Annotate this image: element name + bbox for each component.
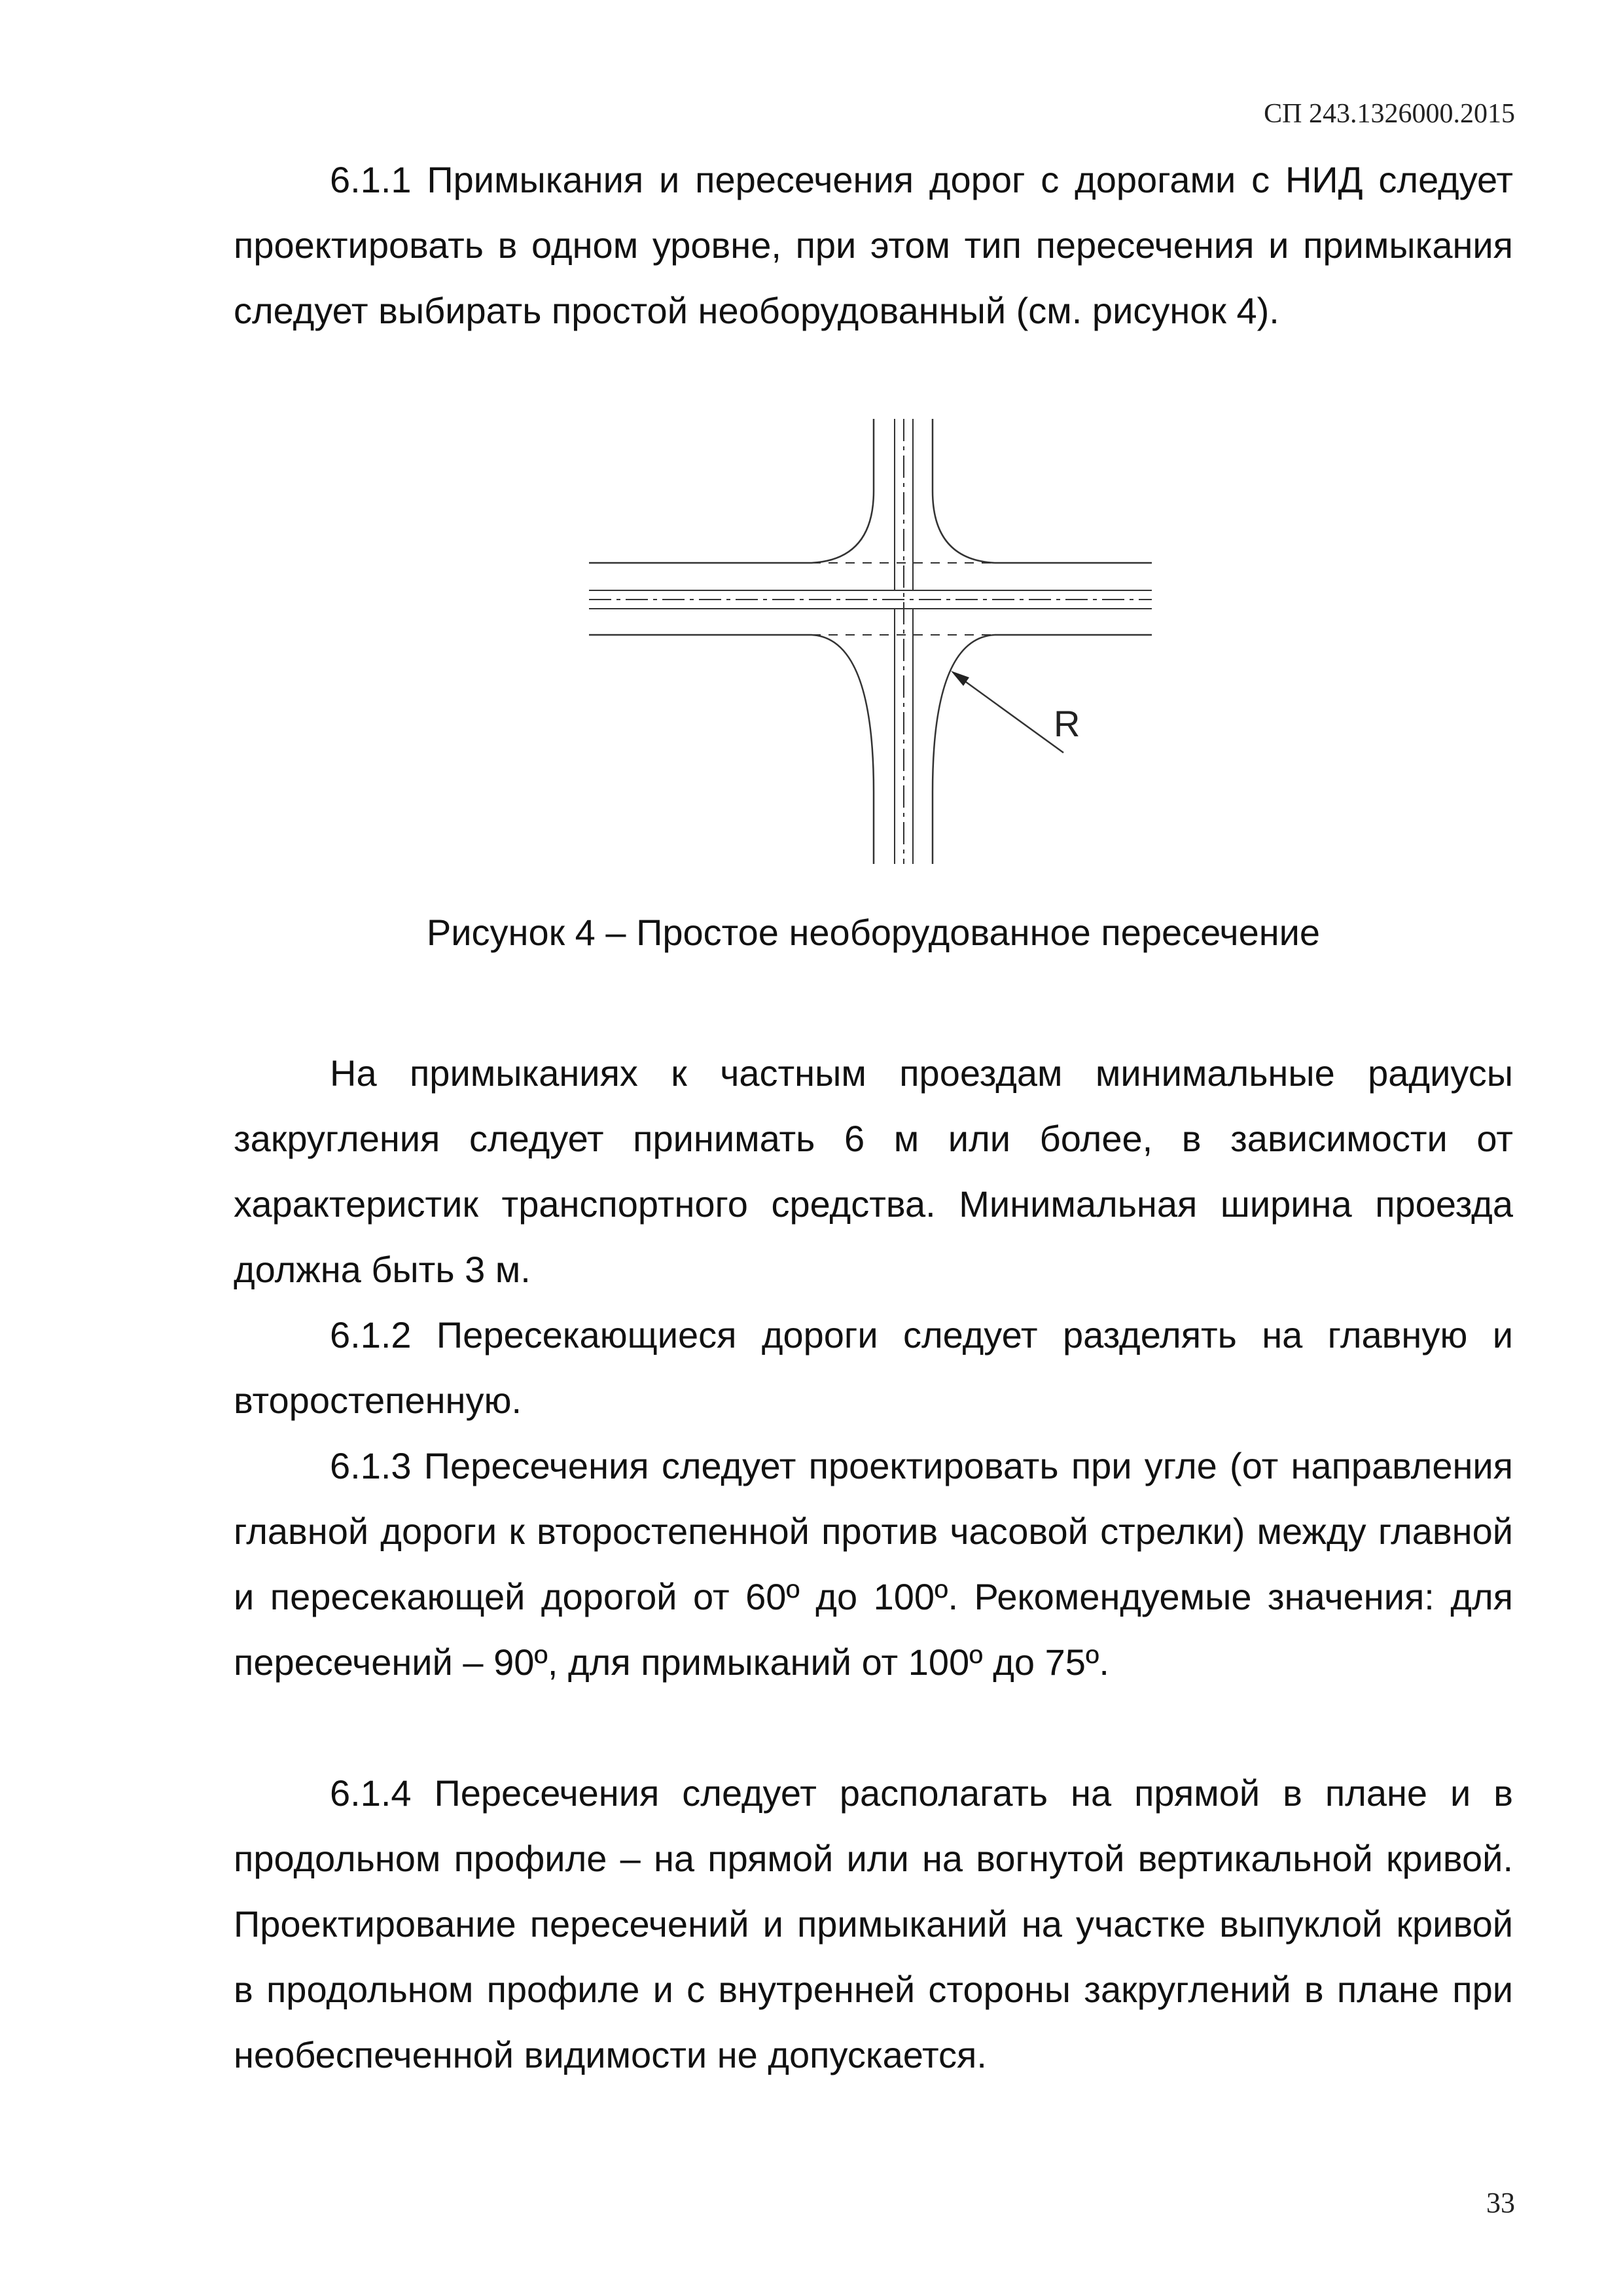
document-code: СП 243.1326000.2015 [1264,99,1515,129]
radius-arrowhead [951,671,969,686]
road-edge-line [933,419,995,563]
page-number: 33 [1486,2187,1515,2219]
paragraph-private-driveways: На примыканиях к частным проездам минимальные радиусы закругления следует принимать 6 м или более, в зависимости от характеристик транспортного средства. Минимальная ширина проезда должна быть 3 м. [234,1052,1513,1290]
paragraph-6-1-3: 6.1.3 Пересечения следует проектировать при угле (от направления главной дороги к второстепенной против часовой стрелки) между главной и пересекающей дорогой от 60º до 100º. Рекомендуемые значения: для пересечений – 90º, для примыканий от 100º до 75º. [234,1445,1513,1683]
radius-label: R [1054,703,1080,744]
paragraph-6-1-1: 6.1.1 Примыкания и пересечения дорог с дорогами с НИД следует проектировать в одном уровне, при этом тип пересечения и примыкания следует выбирать простой необорудованный (см. рисунок 4). [234,159,1513,331]
road-edge-line [812,419,874,563]
road-edge-line [933,635,995,864]
radius-leader-line [959,677,1063,753]
road-edge-line [812,635,874,864]
intersection-diagram [576,412,1165,870]
paragraph-6-1-4: 6.1.4 Пересечения следует располагать на прямой в плане и в продольном профиле – на прямой или на вогнутой вертикальной кривой. Проектирование пересечений и примыканий на участке выпуклой кривой в продольном профиле и с внутренней стороны закруглений в плане при необеспеченной видимости не допускается. [234,1772,1513,2075]
paragraph-6-1-2: 6.1.2 Пересекающиеся дороги следует разделять на главную и второстепенную. [234,1314,1513,1421]
figure-caption: Рисунок 4 – Простое необорудованное пересечение [426,912,1321,953]
